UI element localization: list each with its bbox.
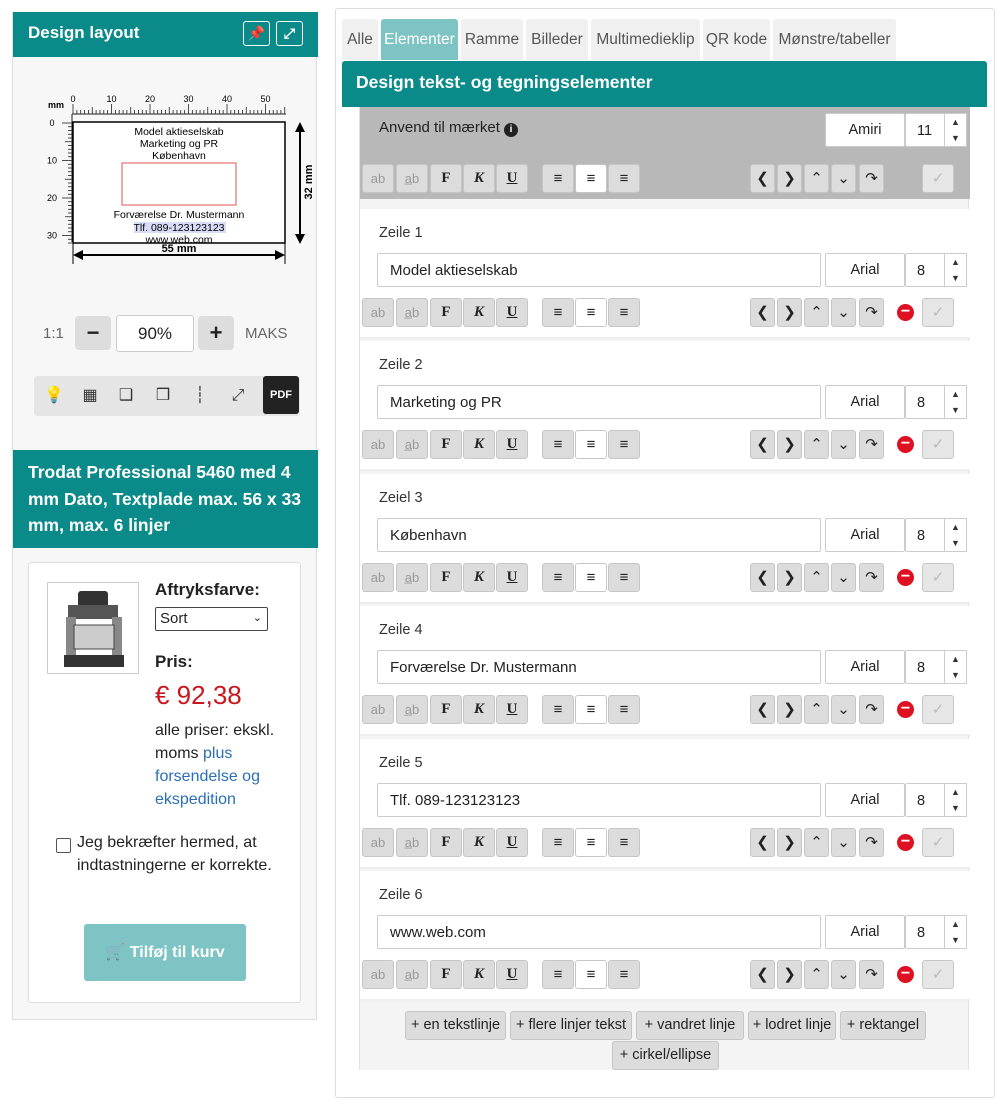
layers-icon[interactable]: ❒ xyxy=(155,387,171,404)
cart-icon: 🛒 xyxy=(105,944,126,961)
move-up-icon[interactable]: ⌃ xyxy=(804,164,829,193)
apply-size-stepper[interactable]: ▲ ▼ xyxy=(945,113,967,147)
confirm-checkbox[interactable] xyxy=(56,838,71,853)
underline-button[interactable]: U xyxy=(496,695,528,724)
align-center-icon[interactable]: ≡ xyxy=(575,164,607,193)
ab-underline-button[interactable]: a̲b xyxy=(396,164,428,193)
ruler-tick-label: 10 xyxy=(106,94,117,104)
confirm-icon[interactable]: ✓ xyxy=(922,298,954,327)
rotate-icon[interactable]: ↷ xyxy=(859,298,884,327)
move-up-icon[interactable]: ⌃ xyxy=(804,430,829,459)
underline-button[interactable]: U xyxy=(496,430,528,459)
line-label: Zeile 5 xyxy=(379,754,423,771)
apply-to-stamp-bar xyxy=(360,107,970,199)
align-left-icon[interactable]: ≡ xyxy=(542,695,574,724)
align-right-icon[interactable]: ≡ xyxy=(608,695,640,724)
align-right-icon[interactable]: ≡ xyxy=(608,960,640,989)
italic-button[interactable]: K xyxy=(463,695,495,724)
info-icon: i xyxy=(504,123,518,137)
move-down-icon[interactable]: ⌄ xyxy=(831,695,856,724)
text-line-row xyxy=(360,871,970,1001)
tab-alle[interactable]: Alle xyxy=(342,19,378,60)
tab-ramme[interactable]: Ramme xyxy=(461,19,523,60)
text-line-row xyxy=(360,209,970,339)
align-center-icon[interactable]: ≡ xyxy=(575,563,607,592)
price-label: Pris: xyxy=(155,652,193,671)
apply-label: Anvend til mærket i xyxy=(379,119,518,137)
zoom-value[interactable]: 90% xyxy=(116,315,194,352)
ruler-icon[interactable]: ┆ xyxy=(195,387,205,404)
line-label: Zeile 2 xyxy=(379,357,423,374)
delete-icon[interactable]: − xyxy=(897,966,914,983)
move-down-icon[interactable]: ⌄ xyxy=(831,430,856,459)
add-vertical-line-button[interactable]: + lodret linje xyxy=(748,1011,836,1040)
tab-elementer[interactable]: Elementer xyxy=(381,19,458,60)
confirm-icon[interactable]: ✓ xyxy=(922,430,954,459)
ab-button[interactable]: ab xyxy=(362,960,394,989)
line-text-input[interactable]: København xyxy=(377,518,821,552)
delete-icon[interactable]: − xyxy=(897,304,914,321)
move-down-icon[interactable]: ⌄ xyxy=(831,828,856,857)
move-right-icon[interactable]: ❯ xyxy=(777,828,802,857)
ab-button[interactable]: ab xyxy=(362,164,394,193)
preview-line-1: Model aktieselskab xyxy=(134,126,224,138)
italic-button[interactable]: K xyxy=(463,430,495,459)
line-font-select[interactable]: Arial xyxy=(825,253,905,287)
move-down-icon[interactable]: ⌄ xyxy=(831,960,856,989)
ab-underline-button[interactable]: a̲b xyxy=(396,828,428,857)
preview-line-6: www.web.com xyxy=(145,234,213,246)
italic-button[interactable]: K xyxy=(463,563,495,592)
rotate-icon[interactable]: ↷ xyxy=(859,164,884,193)
add-circle-ellipse-button[interactable]: + cirkel/ellipse xyxy=(612,1041,719,1070)
product-image xyxy=(47,582,139,674)
rotate-icon[interactable]: ↷ xyxy=(859,960,884,989)
tab-billeder[interactable]: Billeder xyxy=(526,19,588,60)
italic-button[interactable]: K xyxy=(463,298,495,327)
align-right-icon[interactable]: ≡ xyxy=(608,563,640,592)
ab-button[interactable]: ab xyxy=(362,430,394,459)
line-text-input[interactable]: Tlf. 089-123123123 xyxy=(377,783,821,817)
ab-underline-button[interactable]: a̲b xyxy=(396,298,428,327)
align-right-icon[interactable]: ≡ xyxy=(608,430,640,459)
text-line-row xyxy=(360,606,970,736)
preview-toolbar xyxy=(34,376,300,416)
rotate-icon[interactable]: ↷ xyxy=(859,430,884,459)
bold-button[interactable]: F xyxy=(430,563,462,592)
align-right-icon[interactable]: ≡ xyxy=(608,298,640,327)
confirm-icon[interactable]: ✓ xyxy=(922,695,954,724)
design-layout-panel xyxy=(12,12,317,1020)
ink-color-select[interactable] xyxy=(155,607,268,631)
confirm-icon[interactable]: ✓ xyxy=(922,563,954,592)
move-up-icon[interactable]: ⌃ xyxy=(804,563,829,592)
move-up-icon[interactable]: ⌃ xyxy=(804,960,829,989)
line-size-stepper[interactable]: ▲ ▼ xyxy=(945,518,967,552)
fullscreen-icon[interactable]: ⤢ xyxy=(231,387,245,404)
zoom-in-button[interactable]: + xyxy=(198,316,234,350)
ab-underline-button[interactable]: a̲b xyxy=(396,960,428,989)
elements-list xyxy=(359,107,969,1070)
line-font-select[interactable]: Arial xyxy=(825,650,905,684)
chevron-down-icon: ⌄ xyxy=(252,612,262,624)
move-down-icon[interactable]: ⌄ xyxy=(831,298,856,327)
move-up-icon[interactable]: ⌃ xyxy=(804,828,829,857)
product-title: Trodat Professional 5460 med 4 mm Dato, Textplade max. 56 x 33 mm, max. 6 linjer xyxy=(13,450,318,548)
align-center-icon[interactable]: ≡ xyxy=(575,430,607,459)
rotate-icon[interactable]: ↷ xyxy=(859,563,884,592)
ruler-tick-label: 0 xyxy=(49,118,55,128)
zoom-1-1[interactable]: 1:1 xyxy=(43,325,64,342)
underline-button[interactable]: U xyxy=(496,164,528,193)
elements-panel xyxy=(335,8,995,1098)
panel-title: Design layout xyxy=(28,23,140,42)
text-line-row xyxy=(360,739,970,869)
align-left-icon[interactable]: ≡ xyxy=(542,430,574,459)
add-rectangle-button[interactable]: + rektangel xyxy=(840,1011,926,1040)
add-to-cart-button[interactable]: 🛒 Tilføj til kurv xyxy=(84,924,246,981)
preview-line-2: Marketing og PR xyxy=(139,138,219,150)
delete-icon[interactable]: − xyxy=(897,436,914,453)
line-size-input[interactable]: 8 xyxy=(905,783,945,817)
align-center-icon[interactable]: ≡ xyxy=(575,695,607,724)
ruler-tick-label: 10 xyxy=(46,155,58,166)
bold-button[interactable]: F xyxy=(430,695,462,724)
line-label: Zeile 4 xyxy=(379,622,423,639)
bold-button[interactable]: F xyxy=(430,164,462,193)
line-size-stepper[interactable]: ▲ ▼ xyxy=(945,253,967,287)
rotate-icon[interactable]: ↷ xyxy=(859,828,884,857)
line-size-input[interactable]: 8 xyxy=(905,650,945,684)
line-size-input[interactable]: 8 xyxy=(905,518,945,552)
confirm-text: Jeg bekræfter hermed, at indtastningerne er korrekte. xyxy=(77,834,272,874)
move-right-icon[interactable]: ❯ xyxy=(777,960,802,989)
zoom-out-button[interactable]: − xyxy=(75,316,111,350)
tab-monstre-tabeller[interactable]: Mønstre/tabeller xyxy=(773,19,896,60)
price-note: alle priser: ekskl. moms plus forsendelse og ekspedition xyxy=(155,722,275,808)
line-text-input[interactable]: Model aktieselskab xyxy=(377,253,821,287)
underline-button[interactable]: U xyxy=(496,828,528,857)
line-label: Zeile 1 xyxy=(379,225,423,241)
confirm-icon[interactable]: ✓ xyxy=(922,164,954,193)
align-left-icon[interactable]: ≡ xyxy=(542,563,574,592)
align-right-icon[interactable]: ≡ xyxy=(608,164,640,193)
panel-title: Design tekst- og tegningselementer xyxy=(342,61,987,107)
line-size-input[interactable]: 8 xyxy=(905,915,945,949)
ruler-tick-label: 30 xyxy=(183,94,194,104)
stamp-preview[interactable] xyxy=(38,92,328,292)
text-line-row xyxy=(360,474,970,604)
ink-color-value: Sort xyxy=(160,610,188,627)
expand-icon[interactable]: ⤢ xyxy=(276,21,303,46)
move-left-icon[interactable]: ❮ xyxy=(750,960,775,989)
delete-icon[interactable]: − xyxy=(897,701,914,718)
move-right-icon[interactable]: ❯ xyxy=(777,164,802,193)
rotate-icon[interactable]: ↷ xyxy=(859,695,884,724)
pin-icon[interactable]: 📌 xyxy=(243,21,270,46)
grid-icon[interactable]: ▦ xyxy=(82,387,98,404)
add-multiline-text-button[interactable]: + flere linjer tekst xyxy=(510,1011,632,1040)
bold-button[interactable]: F xyxy=(430,960,462,989)
preview-line-3: København xyxy=(152,150,206,162)
line-size-input[interactable]: 8 xyxy=(905,385,945,419)
ruler-tick-label: 20 xyxy=(144,94,156,104)
line-label: Zeile 6 xyxy=(379,887,423,903)
line-size-stepper[interactable]: ▲ ▼ xyxy=(945,915,967,949)
ab-underline-button[interactable]: a̲b xyxy=(396,563,428,592)
confirm-icon[interactable]: ✓ xyxy=(922,828,954,857)
apply-font[interactable]: Amiri xyxy=(825,113,905,147)
line-font-select[interactable]: Arial xyxy=(825,783,905,817)
align-left-icon[interactable]: ≡ xyxy=(542,164,574,193)
zoom-max[interactable]: MAKS xyxy=(245,325,288,342)
delete-icon[interactable]: − xyxy=(897,569,914,586)
pdf-button[interactable]: PDF xyxy=(263,376,299,414)
align-center-icon[interactable]: ≡ xyxy=(575,828,607,857)
move-right-icon[interactable]: ❯ xyxy=(777,695,802,724)
height-label: 32 mm xyxy=(303,164,315,200)
italic-button[interactable]: K xyxy=(463,960,495,989)
move-left-icon[interactable]: ❮ xyxy=(750,430,775,459)
move-up-icon[interactable]: ⌃ xyxy=(804,695,829,724)
line-size-stepper[interactable]: ▲ ▼ xyxy=(945,385,967,419)
ruler-tick-label: 40 xyxy=(221,94,233,104)
line-size-stepper[interactable]: ▲ ▼ xyxy=(945,650,967,684)
move-left-icon[interactable]: ❮ xyxy=(750,828,775,857)
align-left-icon[interactable]: ≡ xyxy=(542,828,574,857)
bold-button[interactable]: F xyxy=(430,828,462,857)
move-left-icon[interactable]: ❮ xyxy=(750,563,775,592)
ruler-tick-label: 50 xyxy=(260,94,271,104)
line-size-input[interactable]: 8 xyxy=(905,253,945,287)
move-right-icon[interactable]: ❯ xyxy=(777,563,802,592)
preview-line-4: Forværelse Dr. Mustermann xyxy=(113,209,245,221)
bold-button[interactable]: F xyxy=(430,430,462,459)
add-horizontal-line-button[interactable]: + vandret linje xyxy=(636,1011,744,1040)
align-center-icon[interactable]: ≡ xyxy=(575,960,607,989)
preview-line-5: Tlf. 089-123123123 xyxy=(133,222,225,234)
shadow-icon[interactable]: ❑ xyxy=(118,387,134,404)
line-font-select[interactable]: Arial xyxy=(825,915,905,949)
move-right-icon[interactable]: ❯ xyxy=(777,298,802,327)
ab-button[interactable]: ab xyxy=(362,298,394,327)
move-up-icon[interactable]: ⌃ xyxy=(804,298,829,327)
line-text-input[interactable]: www.web.com xyxy=(377,915,821,949)
ink-color-label: Aftryksfarve: xyxy=(155,580,260,599)
move-down-icon[interactable]: ⌄ xyxy=(831,563,856,592)
delete-icon[interactable]: − xyxy=(897,834,914,851)
move-left-icon[interactable]: ❮ xyxy=(750,164,775,193)
ab-button[interactable]: ab xyxy=(362,828,394,857)
move-left-icon[interactable]: ❮ xyxy=(750,695,775,724)
bold-button[interactable]: F xyxy=(430,298,462,327)
add-text-line-button[interactable]: + en tekstlinje xyxy=(405,1011,506,1040)
ab-underline-button[interactable]: a̲b xyxy=(396,695,428,724)
move-right-icon[interactable]: ❯ xyxy=(777,430,802,459)
ab-button[interactable]: ab xyxy=(362,695,394,724)
ruler-unit: mm xyxy=(48,100,65,110)
ab-button[interactable]: ab xyxy=(362,563,394,592)
underline-button[interactable]: U xyxy=(496,298,528,327)
width-label: 55 mm xyxy=(161,243,197,255)
align-left-icon[interactable]: ≡ xyxy=(542,298,574,327)
line-size-stepper[interactable]: ▲ ▼ xyxy=(945,783,967,817)
apply-size[interactable]: 11 xyxy=(905,113,945,147)
move-left-icon[interactable]: ❮ xyxy=(750,298,775,327)
ab-underline-button[interactable]: a̲b xyxy=(396,430,428,459)
ruler-tick-label: 30 xyxy=(46,230,58,241)
underline-button[interactable]: U xyxy=(496,960,528,989)
underline-button[interactable]: U xyxy=(496,563,528,592)
line-font-select[interactable]: Arial xyxy=(825,385,905,419)
shipping-link[interactable]: plus forsendelse og ekspedition xyxy=(155,745,260,808)
ruler-tick-label: 0 xyxy=(70,94,76,104)
ruler-tick-label: 20 xyxy=(46,193,58,203)
price-value: € 92,38 xyxy=(155,680,242,710)
align-right-icon[interactable]: ≡ xyxy=(608,828,640,857)
tab-qr-kode[interactable]: QR kode xyxy=(703,19,770,60)
italic-button[interactable]: K xyxy=(463,828,495,857)
line-text-input[interactable]: Marketing og PR xyxy=(377,385,821,419)
line-label: Zeiel 3 xyxy=(379,489,423,506)
italic-button[interactable]: K xyxy=(463,164,495,193)
tab-multimedieklip[interactable]: Multimedieklip xyxy=(591,19,700,60)
lightbulb-icon[interactable]: 💡 xyxy=(44,387,64,404)
move-down-icon[interactable]: ⌄ xyxy=(831,164,856,193)
align-center-icon[interactable]: ≡ xyxy=(575,298,607,327)
product-card xyxy=(28,562,301,1003)
text-line-row xyxy=(360,341,970,471)
panel-header xyxy=(13,12,318,57)
line-text-input[interactable]: Forværelse Dr. Mustermann xyxy=(377,650,821,684)
confirm-icon[interactable]: ✓ xyxy=(922,960,954,989)
line-font-select[interactable]: Arial xyxy=(825,518,905,552)
align-left-icon[interactable]: ≡ xyxy=(542,960,574,989)
